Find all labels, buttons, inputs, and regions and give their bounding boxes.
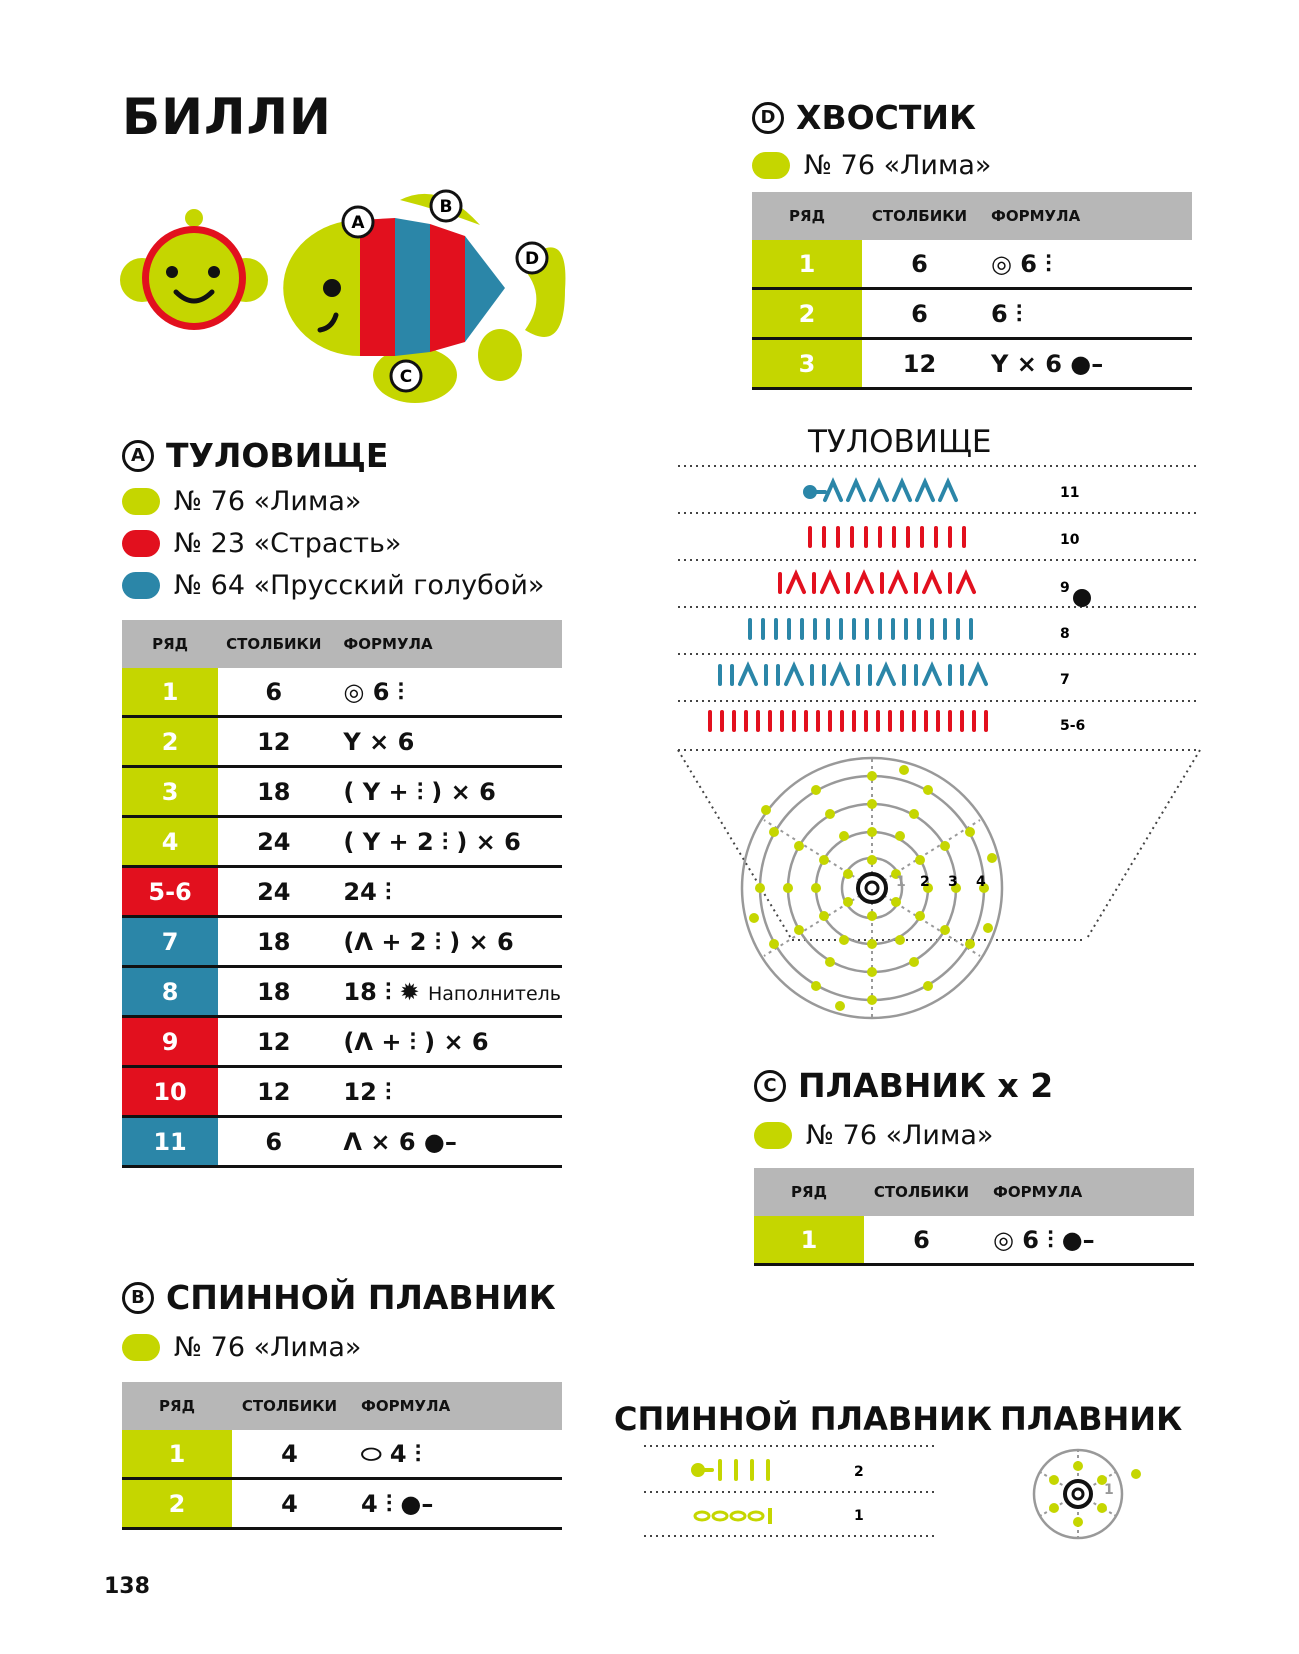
- table-row: [752, 339, 1192, 389]
- body-chart-title: ТУЛОВИЩЕ: [808, 424, 992, 460]
- row-formula: (Λ + 2 ⫶ ) × 6: [329, 917, 562, 967]
- fin-section-title: [754, 1066, 1053, 1105]
- dorsal-row-1: [695, 1508, 770, 1524]
- fin-yarn: [754, 1114, 993, 1156]
- row-number: 9: [122, 1017, 218, 1067]
- stitch-count: 18: [218, 767, 329, 817]
- dorsal-section-title: [122, 1278, 556, 1317]
- fin-chart-title: ПЛАВНИК: [1000, 1400, 1183, 1438]
- tail-title: ХВОСТИК: [796, 98, 976, 137]
- tail-section-title: [752, 98, 976, 137]
- table-row: [122, 1430, 562, 1479]
- stitch-count: 24: [218, 817, 329, 867]
- body-yarn-list: [122, 480, 544, 606]
- letter-a-badge: A: [122, 440, 154, 472]
- stitch-count: 24: [218, 867, 329, 917]
- header-formula-col: ФОРМУЛА: [979, 1168, 1194, 1216]
- yarn-label: № 76 «Лима»: [174, 1331, 362, 1363]
- formula-text: 18 ⫶ ✹: [343, 977, 420, 1006]
- table-header-row: [122, 1382, 562, 1430]
- row-formula: Y × 6: [329, 717, 562, 767]
- header-formula-col: ФОРМУЛА: [347, 1382, 562, 1430]
- chart-row-label: 7: [1060, 672, 1070, 688]
- row-number: 8: [122, 967, 218, 1017]
- table-row: [122, 867, 562, 917]
- label-b-badge: [431, 191, 461, 221]
- filler-note: Наполнитель: [428, 982, 561, 1005]
- table-row: [122, 767, 562, 817]
- row-number: 2: [752, 289, 862, 339]
- page-title: БИЛЛИ: [122, 88, 332, 146]
- table-row: [122, 967, 562, 1017]
- table-row: [752, 289, 1192, 339]
- magic-ring-icon: [858, 874, 886, 902]
- round-label: 1: [896, 874, 906, 890]
- svg-text:B: B: [439, 197, 453, 217]
- table-row: [752, 240, 1192, 289]
- chart-row-5-6: [710, 712, 986, 730]
- chart-row-label: 9: [1060, 580, 1070, 596]
- chart-row-11: [805, 482, 956, 500]
- table-row: [754, 1216, 1194, 1265]
- chart-row-10: [810, 528, 964, 546]
- tail-yarn: [752, 144, 991, 186]
- table-row: [122, 1117, 562, 1167]
- label-d-badge: [517, 243, 547, 273]
- row-formula: ◎ 6 ⫶: [977, 240, 1192, 289]
- stitch-count: 6: [862, 289, 977, 339]
- row-formula: 4 ⫶ ●–: [347, 1479, 562, 1529]
- yarn-item: [122, 522, 544, 564]
- yarn-swatch-lime: [754, 1122, 792, 1149]
- header-count-col: СТОЛБИКИ: [862, 192, 977, 240]
- table-row: [122, 717, 562, 767]
- header-count-col: СТОЛБИКИ: [218, 620, 329, 668]
- stitch-count: 12: [862, 339, 977, 389]
- body-section-title: [122, 436, 388, 475]
- row-formula: ⬭ 4 ⫶: [347, 1430, 562, 1479]
- round-label: 4: [976, 874, 986, 890]
- yarn-swatch-lime: [122, 1334, 160, 1361]
- header-count-col: СТОЛБИКИ: [232, 1382, 347, 1430]
- fin-pattern-table: [754, 1168, 1194, 1266]
- dorsal-title: СПИННОЙ ПЛАВНИК: [166, 1278, 556, 1317]
- row-number: 4: [122, 817, 218, 867]
- body-round-spiral: [742, 758, 1002, 1018]
- row-number: 3: [752, 339, 862, 389]
- letter-b-badge: B: [122, 1282, 154, 1314]
- chart-row-9: [780, 574, 974, 592]
- chart-row-7: [720, 666, 986, 684]
- row-number: 1: [752, 240, 862, 289]
- yarn-label: № 76 «Лима»: [804, 149, 992, 181]
- row-formula: Y × 6 ●–: [977, 339, 1192, 389]
- dorsal-yarn: [122, 1326, 361, 1368]
- chart-row-8: [750, 620, 971, 638]
- yarn-swatch-red: [122, 530, 160, 557]
- table-row: [122, 917, 562, 967]
- row-formula: ◎ 6 ⫶: [329, 668, 562, 717]
- table-header-row: [752, 192, 1192, 240]
- chart-row-label: 8: [1060, 626, 1070, 642]
- header-formula-col: ФОРМУЛА: [977, 192, 1192, 240]
- stitch-count: 12: [218, 1017, 329, 1067]
- header-row-col: РЯД: [754, 1168, 864, 1216]
- table-row: [122, 1479, 562, 1529]
- stitch-count: 12: [218, 1067, 329, 1117]
- row-formula: ◎ 6 ⫶ ●–: [979, 1216, 1194, 1265]
- row-number: 10: [122, 1067, 218, 1117]
- yarn-label: № 76 «Лима»: [174, 485, 362, 517]
- header-count-col: СТОЛБИКИ: [864, 1168, 979, 1216]
- fish-side-view: [283, 194, 565, 403]
- dorsal-pattern-table: [122, 1382, 562, 1530]
- table-row: [122, 817, 562, 867]
- yarn-swatch-blue: [122, 572, 160, 599]
- header-row-col: РЯД: [122, 620, 218, 668]
- yarn-swatch-lime: [752, 152, 790, 179]
- page-number: 138: [104, 1574, 150, 1599]
- table-row: [122, 1017, 562, 1067]
- filler-icon: [1073, 589, 1091, 607]
- chart-row-label: 1: [854, 1508, 864, 1524]
- label-c-badge: [391, 361, 421, 391]
- header-row-col: РЯД: [752, 192, 862, 240]
- table-header-row: [122, 620, 562, 668]
- stitch-count: 6: [218, 668, 329, 717]
- tail-pattern-table: [752, 192, 1192, 390]
- row-formula: ( Y + 2 ⫶ ) × 6: [329, 817, 562, 867]
- dorsal-row-2: [693, 1461, 768, 1479]
- stitch-count: 4: [232, 1479, 347, 1529]
- header-formula-col: ФОРМУЛА: [329, 620, 562, 668]
- row-formula: ( Y + ⫶ ) × 6: [329, 767, 562, 817]
- row-number: 1: [122, 1430, 232, 1479]
- dorsal-stitch-chart: [640, 1440, 940, 1550]
- stitch-count: 6: [864, 1216, 979, 1265]
- table-row: [122, 1067, 562, 1117]
- yarn-label: № 64 «Прусский голубой»: [174, 569, 545, 601]
- chart-row-label: 11: [1060, 485, 1080, 501]
- letter-d-badge: D: [752, 102, 784, 134]
- yarn-item: [122, 480, 544, 522]
- chart-row-label: 2: [854, 1464, 864, 1480]
- yarn-label: № 23 «Страсть»: [174, 527, 402, 559]
- row-number: 2: [122, 1479, 232, 1529]
- row-number: 1: [754, 1216, 864, 1265]
- body-pattern-table: [122, 620, 562, 1168]
- row-number: 1: [122, 668, 218, 717]
- fin-stitch-chart: [1020, 1440, 1170, 1560]
- round-label: 3: [948, 874, 958, 890]
- row-number: 2: [122, 717, 218, 767]
- yarn-label: № 76 «Лима»: [806, 1119, 994, 1151]
- stitch-count: 4: [232, 1430, 347, 1479]
- stitch-count: 6: [862, 240, 977, 289]
- body-stitch-chart: [670, 460, 1210, 1100]
- chart-row-label: 10: [1060, 532, 1080, 548]
- round-label: 1: [1104, 1482, 1114, 1498]
- letter-c-badge: C: [754, 1070, 786, 1102]
- fish-front-view: [120, 209, 268, 330]
- row-formula: (Λ + ⫶ ) × 6: [329, 1017, 562, 1067]
- svg-text:A: A: [351, 213, 365, 233]
- label-a-badge: [343, 207, 373, 237]
- row-number: 7: [122, 917, 218, 967]
- table-row: [122, 668, 562, 717]
- yarn-item: [122, 564, 544, 606]
- row-number: 11: [122, 1117, 218, 1167]
- stitch-count: 18: [218, 917, 329, 967]
- row-formula: 6 ⫶: [977, 289, 1192, 339]
- table-header-row: [754, 1168, 1194, 1216]
- row-number: 5-6: [122, 867, 218, 917]
- header-row-col: РЯД: [122, 1382, 232, 1430]
- fin-stitches: [1049, 1461, 1141, 1527]
- dorsal-chart-title: СПИННОЙ ПЛАВНИК: [614, 1400, 992, 1438]
- round-label: 2: [920, 874, 930, 890]
- magic-ring-icon: [1065, 1481, 1091, 1507]
- row-formula: [329, 967, 562, 1017]
- stitch-count: 18: [218, 967, 329, 1017]
- chart-row-label: 5-6: [1060, 718, 1086, 734]
- row-formula: 24 ⫶: [329, 867, 562, 917]
- yarn-swatch-lime: [122, 488, 160, 515]
- stitch-count: 12: [218, 717, 329, 767]
- svg-text:D: D: [524, 249, 540, 269]
- body-title: ТУЛОВИЩЕ: [166, 436, 389, 475]
- row-formula: Λ × 6 ●–: [329, 1117, 562, 1167]
- row-formula: 12 ⫶: [329, 1067, 562, 1117]
- svg-text:C: C: [399, 367, 413, 387]
- fish-illustration: [110, 180, 580, 420]
- stitch-count: 6: [218, 1117, 329, 1167]
- row-number: 3: [122, 767, 218, 817]
- fin-title: ПЛАВНИК x 2: [798, 1066, 1054, 1105]
